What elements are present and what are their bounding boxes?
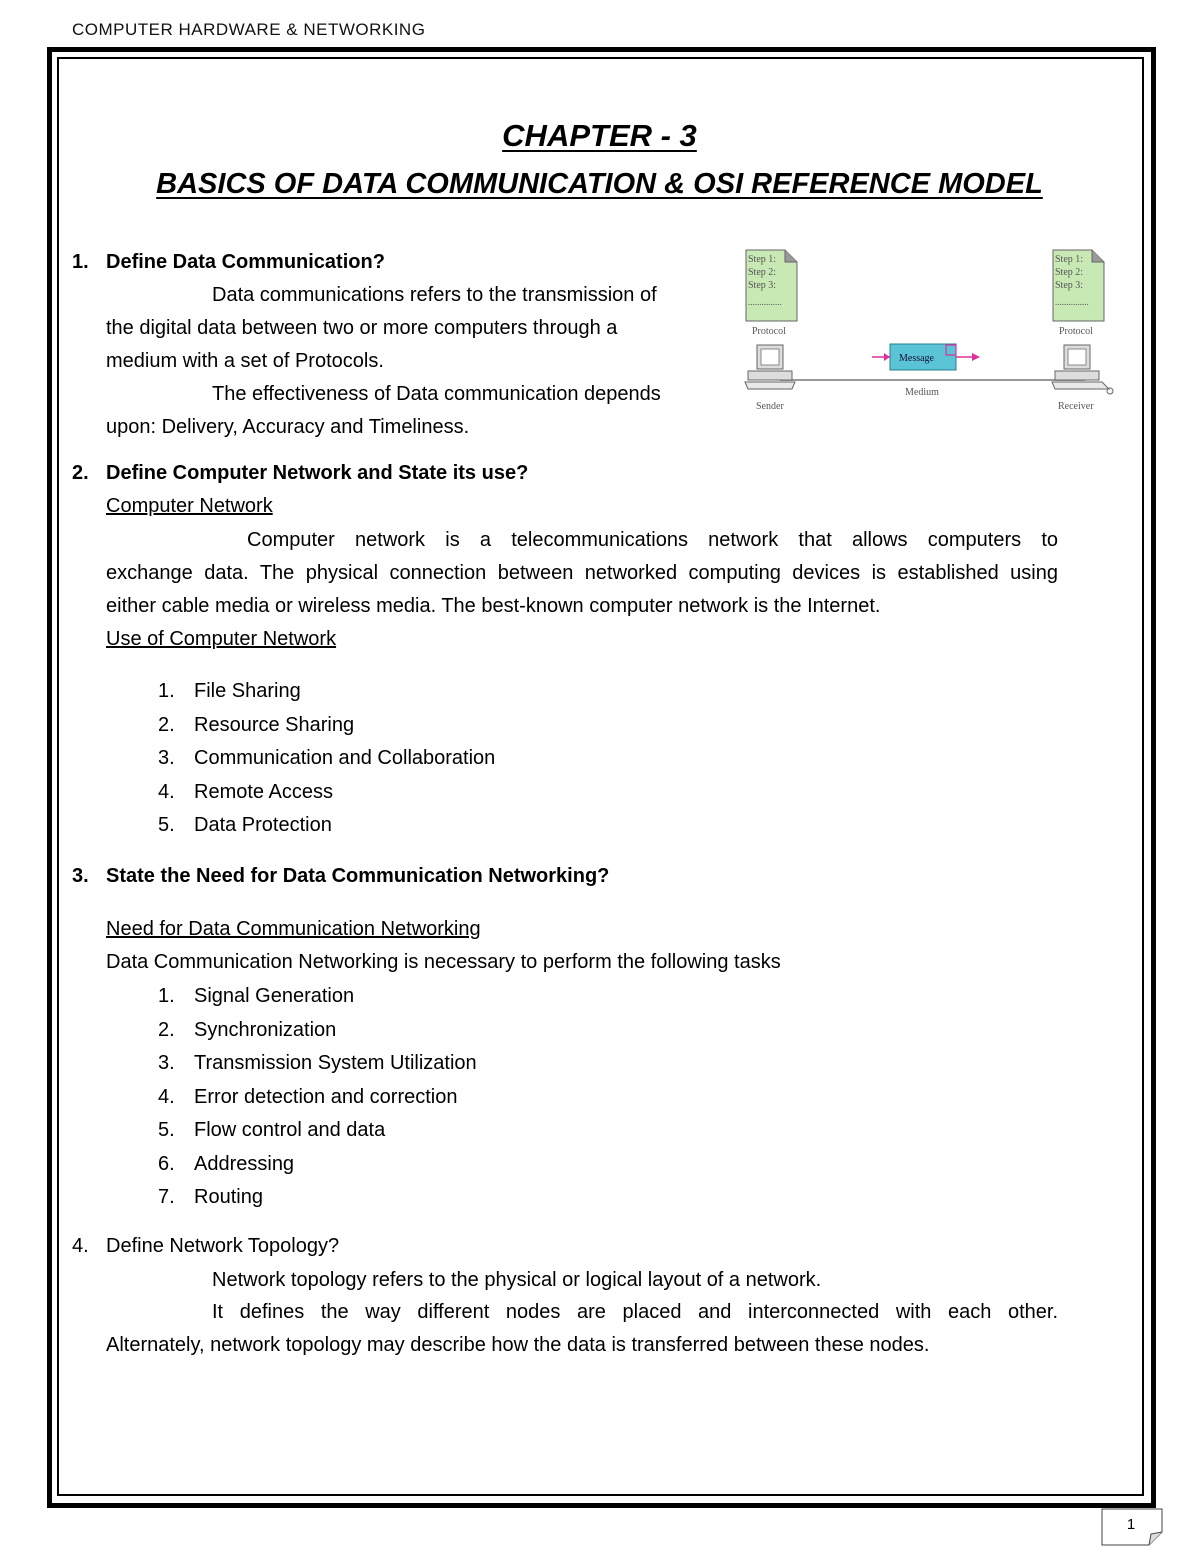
text-line: The effectiveness of Data communication depends	[212, 383, 661, 405]
step-2-label: Step 2:	[748, 267, 777, 278]
chapter-title: BASICS OF DATA COMMUNICATION & OSI REFERENCE MODEL	[156, 168, 1043, 200]
q1-paragraph-2	[106, 378, 706, 444]
message-label: Message	[899, 353, 934, 364]
sender-computer-icon	[745, 345, 795, 389]
receiver-computer-icon	[1052, 345, 1113, 394]
question-text: Define Computer Network and State its use?	[106, 462, 529, 484]
chapter-number-title: CHAPTER - 3	[502, 118, 697, 153]
q4-paragraph-1: Network topology refers to the physical or logical layout of a network.	[212, 1269, 822, 1291]
step-1-label: Step 1:	[748, 254, 777, 265]
step-dots: ...............	[748, 297, 782, 307]
text-line: It defines the way different nodes are placed and interconnected with each other.	[212, 1301, 1058, 1323]
q2-paragraph	[106, 524, 1058, 623]
step-3-label: Step 3:	[748, 280, 777, 291]
question-text: State the Need for Data Communication Networking?	[106, 865, 610, 887]
page-number: 1	[1126, 1516, 1136, 1533]
medium-label: Medium	[905, 387, 939, 398]
step-dots: ...............	[1055, 297, 1089, 307]
text-line: upon: Delivery, Accuracy and Timeliness.	[106, 416, 470, 438]
need-subheading: Need for Data Communication Networking	[106, 918, 481, 940]
step-1-label: Step 1:	[1055, 254, 1084, 265]
question-number: 1.	[72, 251, 89, 273]
protocol-label-left: Protocol	[752, 326, 786, 337]
sender-label: Sender	[756, 401, 784, 412]
q1-paragraph-1	[106, 279, 706, 378]
question-number: 3.	[72, 865, 89, 887]
receiver-label: Receiver	[1058, 401, 1094, 412]
text-line: the digital data between two or more computers through a	[106, 317, 618, 339]
step-2-label: Step 2:	[1055, 267, 1084, 278]
text-line: Computer network is a telecommunications network that allows computers to	[247, 529, 1058, 551]
arrow-icon	[884, 353, 890, 361]
protocol-label-right: Protocol	[1059, 326, 1093, 337]
data-communication-diagram	[740, 245, 1120, 420]
text-line: either cable media or wireless media. The best-known computer network is the Internet.	[106, 595, 881, 617]
question-number: 2.	[72, 462, 89, 484]
text-line: Data communications refers to the transmission of	[212, 284, 657, 306]
question-number: 4.	[72, 1235, 89, 1257]
step-3-label: Step 3:	[1055, 280, 1084, 291]
text-line: Alternately, network topology may describe how the data is transferred between these nodes.	[106, 1334, 930, 1356]
text-line: medium with a set of Protocols.	[106, 350, 384, 372]
question-text: Define Data Communication?	[106, 251, 385, 273]
message-tag-icon	[946, 345, 956, 355]
text-line: exchange data. The physical connection between networked computing devices is established using	[106, 562, 1058, 584]
running-header: COMPUTER HARDWARE & NETWORKING	[72, 20, 426, 39]
computer-network-subheading: Computer Network	[106, 495, 273, 517]
arrow-icon	[972, 353, 980, 361]
need-intro: Data Communication Networking is necessary to perform the following tasks	[106, 951, 781, 973]
use-of-network-subheading: Use of Computer Network	[106, 628, 337, 650]
question-text: Define Network Topology?	[106, 1235, 340, 1257]
q4-paragraph-2	[106, 1296, 1058, 1362]
